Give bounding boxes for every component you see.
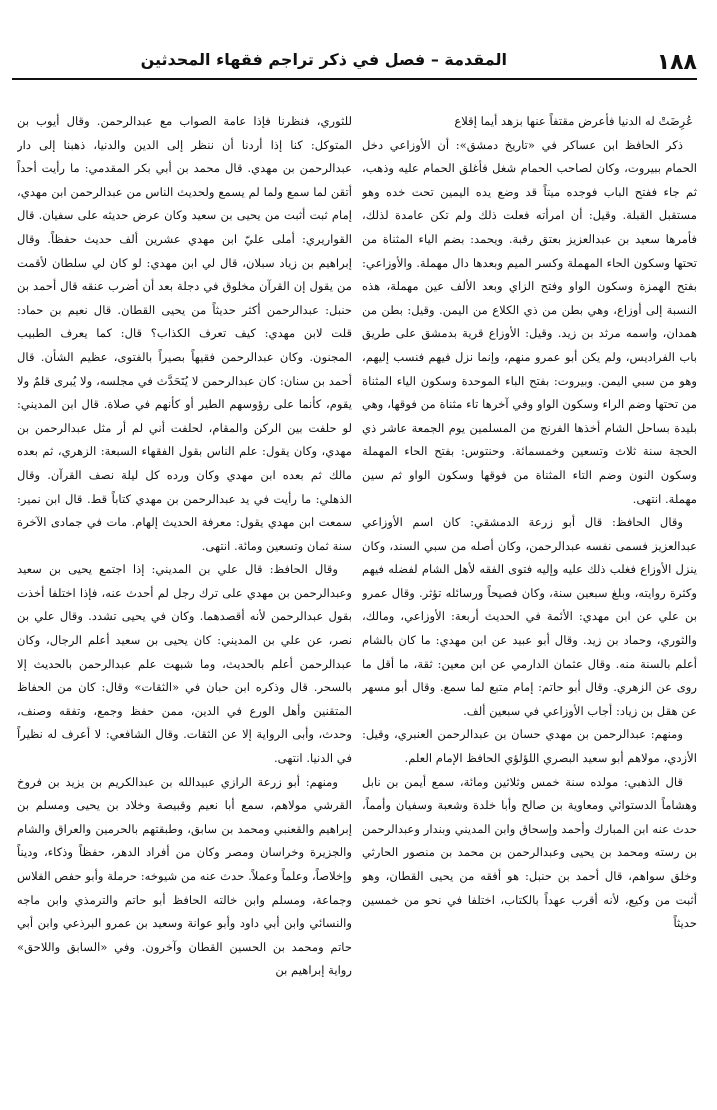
paragraph: وقال الحافظ: قال أبو زرعة الدمشقي: كان اسم الأوزاعي عبدالعزيز فسمى نفسه عبدالرحمن، وكان أصله من سبي السند، وكان ينزل الأوزاع فغلب ذلك عليه وإليه فتوى الفقه لأهل الشام لفضله فيهم وكثرة روايته، وبلغ سبعين سنة، وكان فصيحاً ورسائله تؤثر. وقال عمرو بن علي عن ابن مهدي: الأئمة في الحديث أربعة: الأوزاعي، ومالك، والثوري، وحماد بن زيد. وقال أبو عبيد عن ابن مهدي: ما كان بالشام أعلم بالسنة منه. وقال عثمان الدارمي عن ابن معين: ثقة، ما أقل ما روى عن الزهري. وقال أبو حاتم: إمام متبع لما سمع. وقال أبو مسهر عن هقل بن زياد: أجاب الأوزاعي في سبعين ألف. [362, 515, 697, 718]
page-header [12, 44, 697, 84]
paragraph: ذكر الحافظ ابن عساكر في «تاريخ دمشق»: أن الأوزاعي دخل الحمام ببيروت، وكان لصاحب الحمام شغل فأغلق الحمام عليه وذهب، ثم جاء ففتح الباب فوجده ميتاً قد وضع يده اليمين تحت خده وهو مستقبل القبلة. وقيل: أن امرأته فعلت ذلك ولم تكن عامدة لذلك، فأمرها سعيد بن عبدالعزيز بعتق رقبة. ويحمد: بضم الياء المثناة من تحتها وسكون الحاء المهملة وكسر الميم وبعدها دال مهملة. والأوزاعي: بفتح الهمزة وسكون الواو وفتح الزاي وبعد الألف عين مهملة، هذه النسبة إلى أوزاع، وهي بطن من ذي الكلاع من اليمن. وقيل: بطن من همدان، واسمه مرثد بن زيد. وقيل: الأوزاع قرية بدمشق على طريق باب الفراديس، ولم يكن أبو عمرو منهم، وإنما نزل فيهم فنسب إليهم، وهو من سبي اليمن. وبيروت: بفتح الباء الموحدة وسكون الياء المثناة من تحتها وضم الراء وسكون الواو وفي آخرها تاء مثناة من فوقها، وهي بليدة بساحل الشام أخذها الفرنج من المسلمين يوم الجمعة عاشر ذي الحجة سنة ثلاث وتسعين وخمسمائة. وحنتوس: بفتح الحاء المهملة وسكون النون وضم التاء المثناة من فوقها وسكون الواو ثم سين مهملة. انتهى. [362, 137, 697, 506]
paragraph: وقال الحافظ: قال علي بن المديني: إذا اجتمع يحيى بن سعيد وعبدالرحمن بن مهدي على ترك رجل لم أحدث عنه، فإذا اختلفا أخذت بقول عبدالرحمن لأنه أقصدهما. وكان في يحيى تشدد. وقال علي بن نصر، عن علي بن المديني: كان يحيى بن سعيد أعلم الرجال، وكان عبدالرحمن أعلم بالحديث، وما شبهت علم عبدالرحمن بالحديث إلا بالسحر. قال وذكره ابن حبان في «الثقات» وقال: كان من الحفاظ المتقنين وأهل الورع في الدين، ممن حفظ وجمع، وتفقه وصنف، وحدث، وأبى الرواية إلا عن الثقات. وقال الشافعي: لا أعرف له نظيراً في الدنيا. انتهى. [17, 562, 352, 766]
paragraph: قال الذهبي: مولده سنة خمس وثلاثين ومائة، سمع أيمن بن نابل وهشاماً الدستوائي ومعاوية بن صالح وأبا خلدة وشعبة وسفيان وأمماً، حدث عنه ابن المبارك وأحمد وإسحاق وابن المديني وبندار وعبدالرحمن بن رسته ومحمد بن يحيى وعبدالرحمن بن محمد بن منصور الحارثي وخلق سواهم، قال أحمد بن حنبل: هو أفقه من يحيى القطان، وهو أثبت من وكيع، لأنه أقرب عهداً بالكتاب، اختلفا في نحو من خمسين حديثاً [362, 774, 697, 931]
right-column [362, 110, 697, 1100]
page-number: ١٨٨ [656, 50, 697, 75]
header-rule [12, 78, 697, 80]
paragraph: ومنهم: أبو زرعة الرازي عبيدالله بن عبدالكريم بن يزيد بن فروخ القرشي مولاهم، سمع أبا نعيم وقبيصة وخلاد بن يحيى ومسلم بن إبراهيم والقعنبي ومحمد بن سابق، وطبقتهم بالحرمين والعراق والشام والجزيرة وخراسان ومصر وكان من أفراد الدهر، حفظاً وذكاء، وديناً وإخلاصاً، وعلماً وعملاً. حدث عنه من شيوخه: حرملة وأبو حفص الفلاس وجماعة، ومسلم وابن خالته الحافظ أبو حاتم والترمذي وابن ماجه والنسائي وابن أبي داود وأبو عوانة وسعيد بن عمرو البرذعي وابن أبي حاتم ومحمد بن الحسين القطان وآخرون. وفي «السابق واللاحق» رواية إبراهيم بن [17, 774, 352, 978]
paragraph: للثوري، فنظرنا فإذا عامة الصواب مع عبدالرحمن. وقال أيوب بن المتوكل: كنا إذا أردنا أن ننظر إلى الدين والدنيا، ذهبنا إلى دار عبدالرحمن بن مهدي. قال محمد بن أبي بكر المقدمي: ما رأيت أحداً أتقن لما سمع ولما لم يسمع ولحديث الناس من عبدالرحمن ابن مهدي، إمام ثبت أثبت من يحيى بن سعيد وكان عرض حديثه على سفيان. قال القواريري: أملى عليّ ابن مهدي عشرين ألف حديث حفظاً. وقال إبراهيم بن زياد سبلان، قال لي ابن مهدي: لو كان لي سلطان لأقمت من يقول إن القرآن مخلوق في دجلة بعد أن أضرب عنقه قال أحمد بن حنبل: عبدالرحمن أكثر حديثاً من يحيى القطان. قال نعيم بن حماد: قلت لابن مهدي: كيف تعرف الكذاب؟ قال: كما يعرف الطبيب المجنون. وكان عبدالرحمن فقيهاً بصيراً بالفتوى، عظيم الشأن. قال أحمد بن سنان: كان عبدالرحمن لا يُتَحَدَّث في مجلسه، ولا يُبرى قلمٌ ولا يقوم، كأنما على رؤوسهم الطير أو كأنهم في صلاة. قال ابن المديني: لو حلفت بين الركن والمقام، لحلفت أني لم أر مثل عبدالرحمن بن مهدي، وكان يقول: علم الناس بقول الفقهاء السبعة: الزهري، ثم بعده مالك ثم بعده ابن مهدي وكان ورده كل ليلة نصف القرآن. وقال الذهلي: ما رأيت في يد عبدالرحمن بن مهدي كتاباً قط. قال ابن نمير: سمعت ابن مهدي يقول: معرفة الحديث إلهام. مات في جمادى الآخرة سنة ثمان وتسعين ومائة. انتهى. [17, 114, 352, 553]
paragraph: ومنهم: عبدالرحمن بن مهدي حسان بن عبدالرحمن العنبري، وقيل: الأزدي، مولاهم أبو سعيد البصري اللؤلؤي الحافظ الإمام العلم. [362, 727, 697, 766]
verse-line: عُرِضَتْ له الدنيا فأعرض مقتفاً عنها بزهد أيما إقلاع [454, 114, 693, 128]
running-title: المقدمة – فصل في ذكر تراجم فقهاء المحدثين [140, 50, 507, 69]
left-column [17, 110, 352, 1100]
